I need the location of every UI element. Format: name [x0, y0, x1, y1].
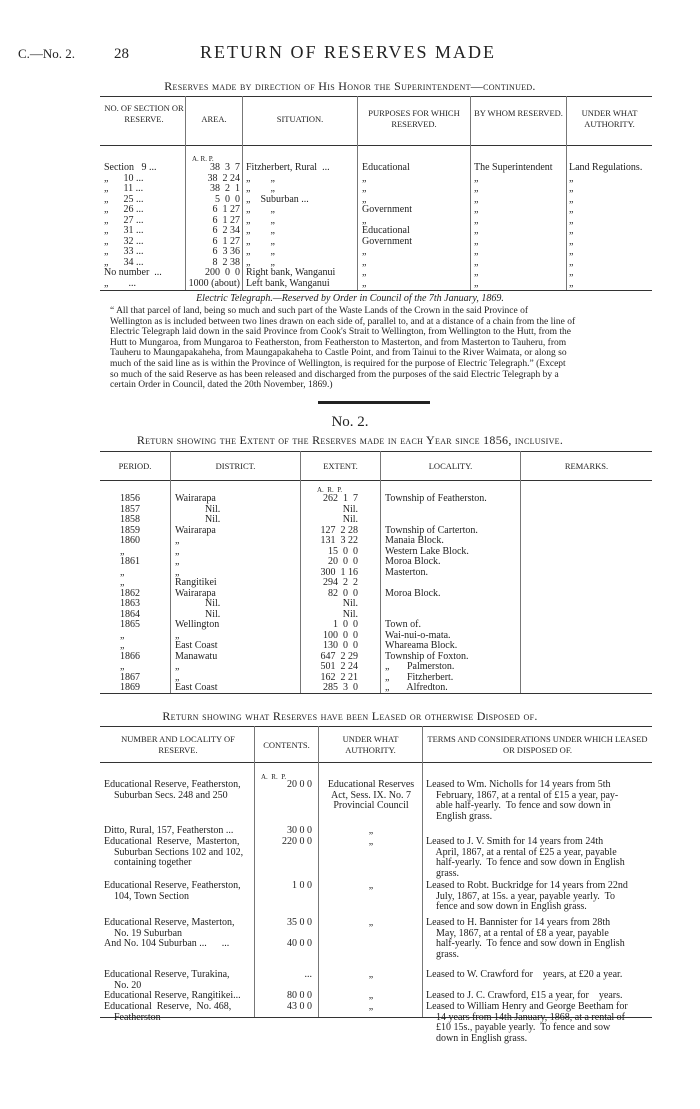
period-cell: 1860 — [120, 535, 140, 546]
section-number-cell: No number ... — [104, 267, 162, 278]
locality-cell — [385, 599, 487, 610]
period-cell: 1867 — [120, 671, 140, 683]
terms-line: Leased to W. Crawford for years, at £20 a year. — [426, 969, 623, 980]
locality-cell — [385, 578, 487, 589]
district-cell: Nil. — [175, 598, 221, 609]
by-whom-cell: „ — [474, 183, 479, 194]
situation-cell: „ „ — [246, 246, 275, 257]
terms-line: Leased to J. V. Smith for 14 years from 24th — [426, 836, 604, 847]
area-cell: 38 3 7 — [210, 162, 240, 173]
purpose-cell: Educational — [362, 225, 410, 236]
reserve-name-line: Educational Reserve, Masterton, — [104, 917, 235, 928]
district-cell: Wairarapa — [175, 524, 216, 536]
header-by-whom: BY WHOM RESERVED. — [474, 108, 563, 118]
leased-header-rule — [100, 762, 652, 763]
period-cell: „ — [120, 545, 125, 557]
reserve-name-line: Educational Reserve, Featherston, — [104, 880, 241, 891]
terms-line: Leased to William Henry and George Beetham for — [426, 1001, 628, 1012]
reserve-name-line: Suburban Secs. 248 and 250 — [104, 789, 228, 801]
header-contents: CONTENTS. — [263, 740, 310, 750]
area-column — [188, 163, 240, 289]
by-whom-cell: „ — [474, 193, 479, 205]
authority-line: „ — [368, 917, 374, 928]
telegraph-line: certain Order in Council, dated the 20th November, 1869.) — [110, 380, 333, 391]
contents-cell: 1 0 0 — [292, 880, 312, 891]
authority-cell: „ — [569, 225, 574, 236]
locality-cell: Wai-nui-o-mata. — [385, 629, 451, 641]
district-cell: Wellington — [175, 619, 220, 630]
district-cell: Wairarapa — [175, 587, 216, 599]
purpose-cell: „ — [362, 256, 367, 268]
extent-cell: 262 1 7 — [323, 493, 358, 504]
authority-cell: „ — [569, 204, 574, 215]
page-number: 28 — [114, 46, 129, 62]
district-cell: „ — [175, 671, 180, 683]
contents-cell: 80 0 0 — [287, 990, 312, 1001]
extent-column — [303, 494, 358, 694]
period-cell: „ — [120, 661, 125, 672]
district-cell: East Coast — [175, 640, 218, 651]
area-cell: 5 0 0 — [215, 193, 240, 205]
header-extent: EXTENT. — [323, 461, 358, 471]
terms-line: May, 1867, at a rental of £8 a year, payable — [426, 927, 609, 939]
district-column — [175, 494, 220, 694]
terms-line: English grass. — [426, 810, 493, 822]
extent-cell: 294 2 2 — [323, 577, 358, 588]
situation-cell: Fitzherbert, Rural ... — [246, 162, 330, 173]
situation-cell: Left bank, Wanganui — [246, 277, 330, 289]
period-cell: 1864 — [120, 608, 140, 620]
terms-line: fence and sow down in English grass. — [426, 901, 587, 912]
authority-line: „ — [368, 1001, 374, 1012]
area-cell: 6 3 36 — [212, 246, 240, 257]
contents-units: A. R. P. — [261, 773, 287, 781]
divider — [300, 451, 301, 693]
no2-caption: Return showing the Extent of the Reserves made in each Year since 1856, inclusive. — [136, 433, 564, 447]
extent-cell: 300 1 16 — [320, 566, 358, 578]
telegraph-paragraph — [110, 306, 652, 391]
extent-cell: Nil. — [342, 503, 358, 515]
authority-cell: „ — [569, 256, 574, 268]
divider — [422, 726, 423, 1017]
by-whom-cell: „ — [474, 256, 479, 268]
purpose-cell: Government — [362, 235, 412, 247]
purpose-cell: Educational — [362, 162, 410, 173]
purpose-cell: „ — [362, 214, 367, 226]
section1-caption: Reserves made by direction of His Honor the Superintendent—continued. — [164, 79, 536, 93]
section-separator — [318, 401, 430, 404]
telegraph-heading: Electric Telegraph.—Reserved by Order in Council of the 7th January, 1869. — [196, 293, 504, 304]
extent-cell: 162 2 21 — [320, 671, 358, 683]
by-whom-column — [474, 163, 553, 289]
no2-top-rule — [100, 451, 652, 452]
section-number-cell: „ 33 ... — [104, 246, 144, 257]
terms-line: Leased to Wm. Nicholls for 14 years from 5th — [426, 779, 611, 790]
authority-cell: „ — [569, 172, 574, 184]
contents-cell: ... — [304, 969, 312, 980]
section-number-cell: „ 32 ... — [104, 235, 144, 247]
extent-cell: Nil. — [342, 608, 358, 620]
section-number-cell: „ 11 ... — [104, 183, 144, 194]
header-authority: UNDER WHAT AUTHORITY. — [581, 108, 638, 129]
section-number-cell: „ 34 ... — [104, 256, 144, 268]
situation-cell: „ „ — [246, 172, 275, 184]
extent-cell: Nil. — [342, 598, 358, 609]
authority-cell: „ — [569, 214, 574, 226]
period-cell: „ — [120, 629, 125, 641]
telegraph-line: Hutt to Mungaroa, from Mungaroa to Featherston, from Featherston to Masterton, and from Masterton to Tauheru, from — [110, 337, 567, 348]
divider — [318, 726, 319, 1017]
section1-header-rule — [100, 145, 652, 146]
period-cell: 1869 — [120, 682, 140, 693]
locality-cell: „ Fitzherbert. — [385, 671, 454, 683]
divider — [254, 726, 255, 1017]
contents-cell: 43 0 0 — [287, 1001, 312, 1012]
reserve-name-line: Featherston — [104, 1011, 161, 1023]
reserve-name-line: Educational Reserve, Turakina, — [104, 969, 230, 980]
district-cell: „ — [175, 661, 180, 672]
header-situation: SITUATION. — [276, 114, 324, 124]
header-section-no: NO. OF SECTION OR RESERVE. — [104, 103, 184, 124]
situation-cell: Right bank, Wanganui — [246, 267, 336, 278]
by-whom-cell: „ — [474, 214, 479, 226]
period-cell: 1856 — [120, 493, 140, 504]
authority-column — [569, 163, 642, 289]
district-cell: „ — [175, 556, 180, 567]
authority-line: Educational Reserves — [327, 779, 415, 790]
terms-line: able half-yearly. To fence and sow down in — [426, 800, 611, 811]
period-cell: 1866 — [120, 650, 140, 662]
period-cell: 1859 — [120, 524, 140, 536]
area-cell: 38 2 24 — [207, 172, 240, 184]
extent-cell: 131 3 22 — [320, 535, 358, 546]
header-area: AREA. — [201, 114, 227, 124]
purpose-cell: „ — [362, 267, 367, 278]
header-district: DISTRICT. — [215, 461, 256, 471]
district-cell: „ — [175, 566, 180, 578]
authority-line: Act, Sess. IX. No. 7 — [331, 789, 411, 801]
leased-caption: Return showing what Reserves have been Leased or otherwise Disposed of. — [162, 709, 538, 723]
district-cell: „ — [175, 545, 180, 557]
period-cell: „ — [120, 577, 125, 588]
reserve-name-line: Suburban Sections 102 and 102, — [104, 846, 244, 858]
terms-line: Leased to Robt. Buckridge for 14 years from 22nd — [426, 880, 628, 891]
section-number-cell: „ 10 ... — [104, 172, 144, 184]
authority-line: „ — [368, 990, 374, 1001]
area-units: A. R. P. — [192, 155, 214, 163]
telegraph-line: Electric Telegraph laid down in the said Province from Cook's Strait to Wellington, from Wellington to the Hutt, from the — [110, 327, 571, 338]
divider — [470, 96, 471, 290]
area-cell: 8 2 38 — [212, 256, 240, 268]
locality-cell: „ Palmerston. — [385, 661, 455, 672]
period-column — [120, 494, 140, 694]
extent-cell: 647 2 29 — [320, 650, 358, 662]
authority-line: Provincial Council — [333, 800, 409, 811]
authority-cell: „ — [569, 267, 574, 278]
terms-line: April, 1867, at a rental of £25 a year, payable — [426, 846, 617, 858]
situation-cell: „ „ — [246, 183, 275, 194]
locality-cell: „ Alfredton. — [385, 682, 448, 693]
header-period: PERIOD. — [118, 461, 152, 471]
purpose-cell: „ — [362, 183, 367, 194]
area-cell: 6 2 34 — [212, 225, 240, 236]
period-cell: „ — [120, 566, 125, 578]
period-cell: 1865 — [120, 619, 140, 630]
locality-cell: Western Lake Block. — [385, 545, 469, 557]
locality-cell: Moroa Block. — [385, 556, 441, 567]
locality-cell — [385, 515, 487, 526]
reserve-name-line: Educational Reserve, No. 468, — [104, 1001, 232, 1012]
locality-cell: Whareama Block. — [385, 640, 458, 651]
extent-cell: 127 2 28 — [320, 524, 358, 536]
terms-line: half-yearly. To fence and sow down in English — [426, 938, 625, 949]
reserve-name-line: Educational Reserve, Masterton, — [104, 836, 240, 847]
section-number-cell: „ 27 ... — [104, 214, 144, 226]
extent-cell: Nil. — [342, 514, 358, 525]
locality-cell: Township of Carterton. — [385, 524, 478, 536]
contents-cell: 30 0 0 — [287, 825, 312, 836]
divider — [380, 451, 381, 693]
authority-cell: „ — [569, 193, 574, 205]
district-cell: Rangitikei — [175, 577, 217, 588]
situation-cell: „ Suburban ... — [246, 193, 309, 205]
locality-cell — [385, 505, 487, 516]
header-remarks: REMARKS. — [564, 461, 609, 471]
leased-top-rule — [100, 726, 652, 727]
divider — [242, 96, 243, 290]
by-whom-cell: „ — [474, 235, 479, 247]
purpose-cell: „ — [362, 246, 367, 257]
section1-bottom-rule — [100, 290, 652, 291]
terms-line: 14 years from 14th January, 1868, at a rental of — [426, 1011, 626, 1023]
extent-cell: 285 3 0 — [323, 682, 358, 693]
terms-line: £10 15s., payable yearly. To fence and sow — [426, 1022, 611, 1033]
section-number-cell: „ ... — [104, 277, 136, 289]
reserve-name-line: Ditto, Rural, 157, Featherston ... — [104, 825, 234, 836]
header-locality: LOCALITY. — [428, 461, 473, 471]
district-cell: Wairarapa — [175, 493, 216, 504]
header-purposes: PURPOSES FOR WHICH RESERVED. — [368, 108, 460, 129]
by-whom-cell: „ — [474, 267, 479, 278]
contents-cell: 35 0 0 — [287, 917, 312, 928]
locality-cell: Town of. — [385, 619, 421, 630]
telegraph-line: much of the said line as is within the Province of Wellington, is required for the purpose of Electric Telegraph.” (Except — [110, 358, 566, 369]
area-cell: 6 1 27 — [212, 204, 240, 215]
extent-cell: 15 0 0 — [328, 545, 358, 557]
locality-cell: Masterton. — [385, 566, 429, 578]
district-cell: Nil. — [175, 514, 221, 525]
terms-line: half-yearly. To fence and sow down in English — [426, 857, 625, 868]
authority-cell: „ — [569, 277, 574, 289]
page-title: RETURN OF RESERVES MADE — [199, 42, 497, 62]
locality-cell: Township of Featherston. — [385, 493, 487, 504]
district-cell: Manawatu — [175, 650, 218, 662]
extent-units: A. R. P. — [317, 486, 343, 494]
area-cell: 38 2 1 — [210, 183, 240, 194]
authority-cell: „ — [569, 246, 574, 257]
by-whom-cell: „ — [474, 246, 479, 257]
reserve-name-line: No. 19 Suburban — [104, 927, 183, 939]
locality-cell: Manaia Block. — [385, 535, 444, 546]
purpose-cell: „ — [362, 277, 367, 289]
locality-column — [385, 494, 487, 694]
purpose-cell: „ — [362, 172, 367, 184]
no2-title: No. 2. — [331, 414, 369, 430]
period-cell: 1862 — [120, 587, 140, 599]
terms-line: Leased to H. Bannister for 14 years from 28th — [426, 917, 611, 928]
extent-cell: 20 0 0 — [328, 556, 358, 567]
telegraph-line: “ All that parcel of land, being so much and such part of the Waste Lands of the Crown in the said Province of — [110, 306, 529, 316]
contents-cell: 40 0 0 — [287, 938, 312, 949]
section-number-column — [104, 163, 162, 289]
situation-column — [246, 163, 335, 289]
locality-cell: Township of Foxton. — [385, 650, 469, 662]
reserve-name-line: containing together — [104, 857, 192, 868]
purpose-column — [362, 163, 412, 289]
locality-cell: Moroa Block. — [385, 587, 441, 599]
area-cell: 6 1 27 — [212, 235, 240, 247]
telegraph-line: Tauheru to Maungapakaheha, from Maungapakaheha to Castle Point, and from Tainui to the River Waimata, or along so — [110, 348, 567, 359]
extent-cell: 82 0 0 — [328, 587, 358, 599]
telegraph-line: Wellington as is included between two lines drawn on each side of, parallel to, and at a distance of a chain from the line of — [110, 316, 576, 327]
authority-cell: „ — [569, 235, 574, 247]
contents-cell: 20 0 0 — [287, 779, 312, 790]
by-whom-cell: „ — [474, 277, 479, 289]
authority-line: „ — [368, 969, 374, 980]
district-cell: Nil. — [175, 503, 221, 515]
by-whom-cell: „ — [474, 225, 479, 236]
page-header — [18, 42, 678, 66]
authority-cell: Land Regulations. — [569, 162, 643, 173]
district-cell: „ — [175, 629, 180, 641]
authority-line: „ — [368, 880, 374, 891]
divider — [170, 451, 171, 693]
authority-cell: „ — [569, 183, 574, 194]
section1-top-rule — [100, 96, 652, 97]
terms-line: down in English grass. — [426, 1032, 528, 1044]
situation-cell: „ „ — [246, 235, 275, 247]
area-cell: 6 1 27 — [212, 214, 240, 226]
contents-cell: 220 0 0 — [282, 836, 312, 847]
authority-line: „ — [368, 825, 374, 836]
header-under-authority: UNDER WHAT AUTHORITY. — [342, 734, 399, 755]
period-cell: „ — [120, 640, 125, 651]
document-reference: C.—No. 2. — [18, 46, 76, 61]
area-cell: 1000 (about) — [188, 277, 240, 289]
extent-cell: 1 0 0 — [333, 619, 358, 630]
section-number-cell: „ 26 ... — [104, 204, 144, 215]
district-cell: „ — [175, 535, 180, 546]
reserve-name-line: Educational Reserve, Featherston, — [104, 779, 241, 790]
area-cell: 200 0 0 — [205, 267, 240, 278]
header-number-locality: NUMBER AND LOCALITY OF RESERVE. — [121, 734, 235, 755]
reserve-name-line: No. 20 — [104, 979, 142, 991]
situation-cell: „ „ — [246, 204, 275, 215]
extent-cell: 501 2 24 — [320, 661, 358, 672]
reserve-name-line: 104, Town Section — [104, 890, 189, 902]
terms-line: February, 1867, at a rental of £15 a year, pay- — [426, 789, 619, 801]
extent-cell: 130 0 0 — [323, 640, 358, 651]
section-number-cell: Section 9 ... — [104, 162, 157, 173]
terms-line: grass. — [426, 867, 460, 879]
terms-line: Leased to J. C. Crawford, £15 a year, for years. — [426, 990, 623, 1001]
situation-cell: „ „ — [246, 214, 275, 226]
period-cell: 1858 — [120, 514, 140, 525]
reserve-name-line: Educational Reserve, Rangitikei... — [104, 990, 241, 1001]
by-whom-cell: The Superintendent — [474, 162, 553, 173]
situation-cell: „ „ — [246, 256, 275, 268]
telegraph-line: so much of the said Reserve as has been released and discharged from the purposes of the said Electric Telegraph by a — [110, 369, 559, 380]
terms-line: grass. — [426, 948, 460, 960]
divider — [185, 96, 186, 290]
extent-cell: 100 0 0 — [323, 629, 358, 641]
purpose-cell: „ — [362, 193, 367, 205]
section-number-cell: „ 25 ... — [104, 193, 144, 205]
purpose-cell: Government — [362, 204, 412, 215]
authority-line: „ — [368, 836, 374, 847]
by-whom-cell: „ — [474, 204, 479, 215]
by-whom-cell: „ — [474, 172, 479, 184]
district-cell: Nil. — [175, 608, 221, 620]
section-number-cell: „ 31 ... — [104, 225, 144, 236]
period-cell: 1863 — [120, 598, 140, 609]
divider — [520, 451, 521, 693]
terms-line: July, 1867, at 15s. a year, payable yearly. To — [426, 890, 616, 902]
no2-header-rule — [100, 480, 652, 481]
period-cell: 1861 — [120, 556, 140, 567]
district-cell: East Coast — [175, 682, 218, 693]
reserve-name-line: And No. 104 Suburban ... ... — [104, 938, 230, 949]
header-terms: TERMS AND CONSIDERATIONS UNDER WHICH LEASED OR DISPOSED OF. — [427, 734, 648, 755]
situation-cell: „ „ — [246, 225, 275, 236]
period-cell: 1857 — [120, 503, 140, 515]
